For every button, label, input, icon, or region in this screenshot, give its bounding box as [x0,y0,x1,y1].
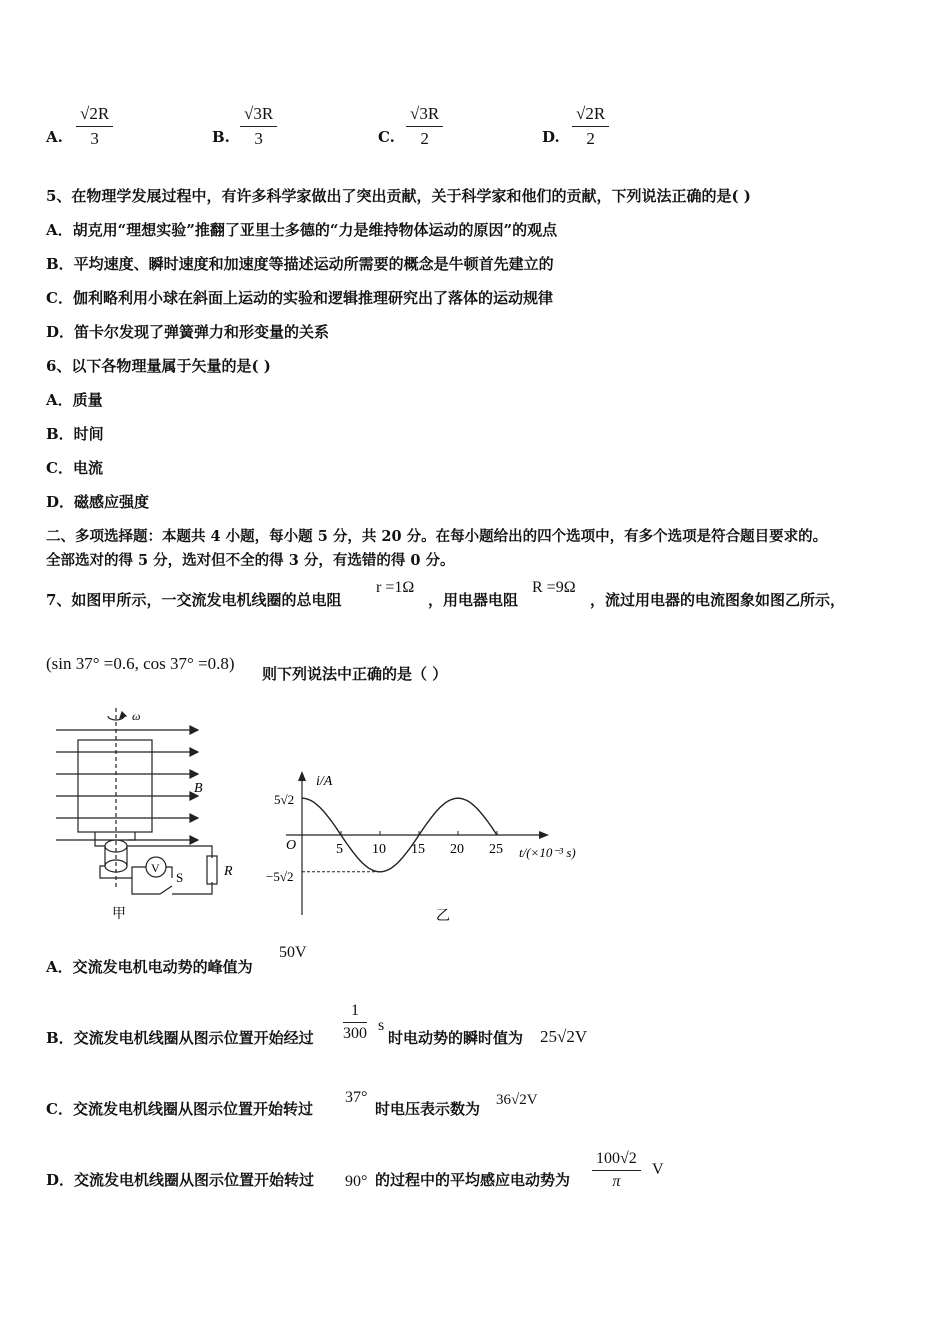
q7-option-c-text2: 时电压表示数为 [375,1100,481,1118]
y-tick-top: 5√2 [274,792,295,807]
switch [160,886,172,894]
y-axis-label: i/A [316,774,333,789]
x-tick-label: 5 [336,842,343,857]
q5-option-a: A．胡克用“理想实验”推翻了亚里士多德的“力是维持物体运动的原因”的观点 [46,221,558,239]
q5-option-b: B．平均速度、瞬时速度和加速度等描述运动所需要的概念是牛顿首先建立的 [46,255,554,273]
q7-option-c-text1: C．交流发电机线圈从图示位置开始转过 [46,1100,313,1118]
q7-option-d-unit: V [652,1161,664,1178]
q6-option-b: B．时间 [46,425,104,443]
x-tick-label: 15 [411,842,425,857]
q6-stem: 6、以下各物理量属于矢量的是( ) [46,357,271,375]
q7-option-b-text2: 时电动势的瞬时值为 [388,1029,524,1047]
x-tick-label: 20 [450,842,464,857]
q7-R-expression: R =9Ω [532,579,576,596]
q7-option-b-text1: B．交流发电机线圈从图示位置开始经过 [46,1029,314,1047]
y-tick-bottom: −5√2 [266,869,294,884]
figure-yi-caption: 乙 [436,909,450,924]
figure-jia-caption: 甲 [112,907,126,922]
q5-option-d: D．笛卡尔发现了弹簧弹力和形变量的关系 [46,323,330,341]
field-lines [56,726,198,844]
option-d-label: D. [542,128,560,146]
V-label: V [151,861,160,875]
q7-trig-values: (sin 37° =0.6, cos 37° =0.8) [46,654,235,673]
q7-stem-part2: ，用电器电阻 [428,591,519,609]
q7-option-d-text1: D．交流发电机线圈从图示位置开始转过 [46,1171,315,1189]
q7-option-c-math: 36√2V [496,1092,538,1108]
q7-option-b-unit: s [378,1017,385,1034]
resistor [207,856,217,884]
q6-option-d: D．磁感应强度 [46,493,150,511]
q5-option-c: C．伽利略利用小球在斜面上运动的实验和逻辑推理研究出了落体的运动规律 [46,289,553,307]
q7-option-c-angle: 37° [345,1089,368,1106]
option-b-label: B. [212,128,230,146]
S-label: S [176,870,184,885]
option-c-fraction: √3R 2 [406,104,443,149]
q7-option-b-fraction: 1 300 [343,1002,367,1042]
option-a-label: A. [46,128,63,146]
R-label: R [224,864,233,879]
option-d-fraction: √2R 2 [572,104,609,149]
q7-option-b-math: 25√2V [540,1027,588,1046]
B-label: B [194,781,203,796]
x-tick-label: 25 [489,842,503,857]
option-c-label: C. [378,128,395,146]
x-axis-label: t/(×10⁻³ s) [519,845,576,860]
q7-stem-part3: ，流过用电器的电流图象如图乙所示， [590,591,846,609]
omega-label: ω [132,709,141,723]
section2-line1: 二、多项选择题：本题共 4 小题，每小题 5 分，共 20 分。在每小题给出的四个选项中，有多个选项是符合题目要求的。 [46,528,828,545]
q7-option-d-text2: 的过程中的平均感应电动势为 [375,1171,571,1189]
q7-r-expression: r =1Ω [376,579,415,596]
q5-stem: 5、在物理学发展过程中，有许多科学家做出了突出贡献，关于科学家和他们的贡献，下列说法正确的是( ) [46,187,751,205]
section2-line2: 全部选对的得 5 分，选对但不全的得 3 分，有选错的得 0 分。 [46,552,455,569]
q6-option-c: C．电流 [46,459,103,477]
q7-stem-part4: 则下列说法中正确的是（ ） [262,665,448,683]
generator-diagram [50,700,260,925]
q7-option-a-text: A．交流发电机电动势的峰值为 [46,958,253,976]
origin-label: O [286,838,297,853]
current-graph [256,765,596,925]
option-b-fraction: √3R 3 [240,104,277,149]
q7-stem-part1: 7、如图甲所示，一交流发电机线圈的总电阻 [46,591,342,609]
x-tick-label: 10 [372,842,386,857]
option-a-fraction: √2R 3 [76,104,113,149]
q7-option-d-angle: 90° [345,1173,368,1190]
q7-option-d-fraction: 100√2 π [592,1150,641,1191]
q7-option-a-math: 50V [279,944,307,961]
q6-option-a: A．质量 [46,391,103,409]
